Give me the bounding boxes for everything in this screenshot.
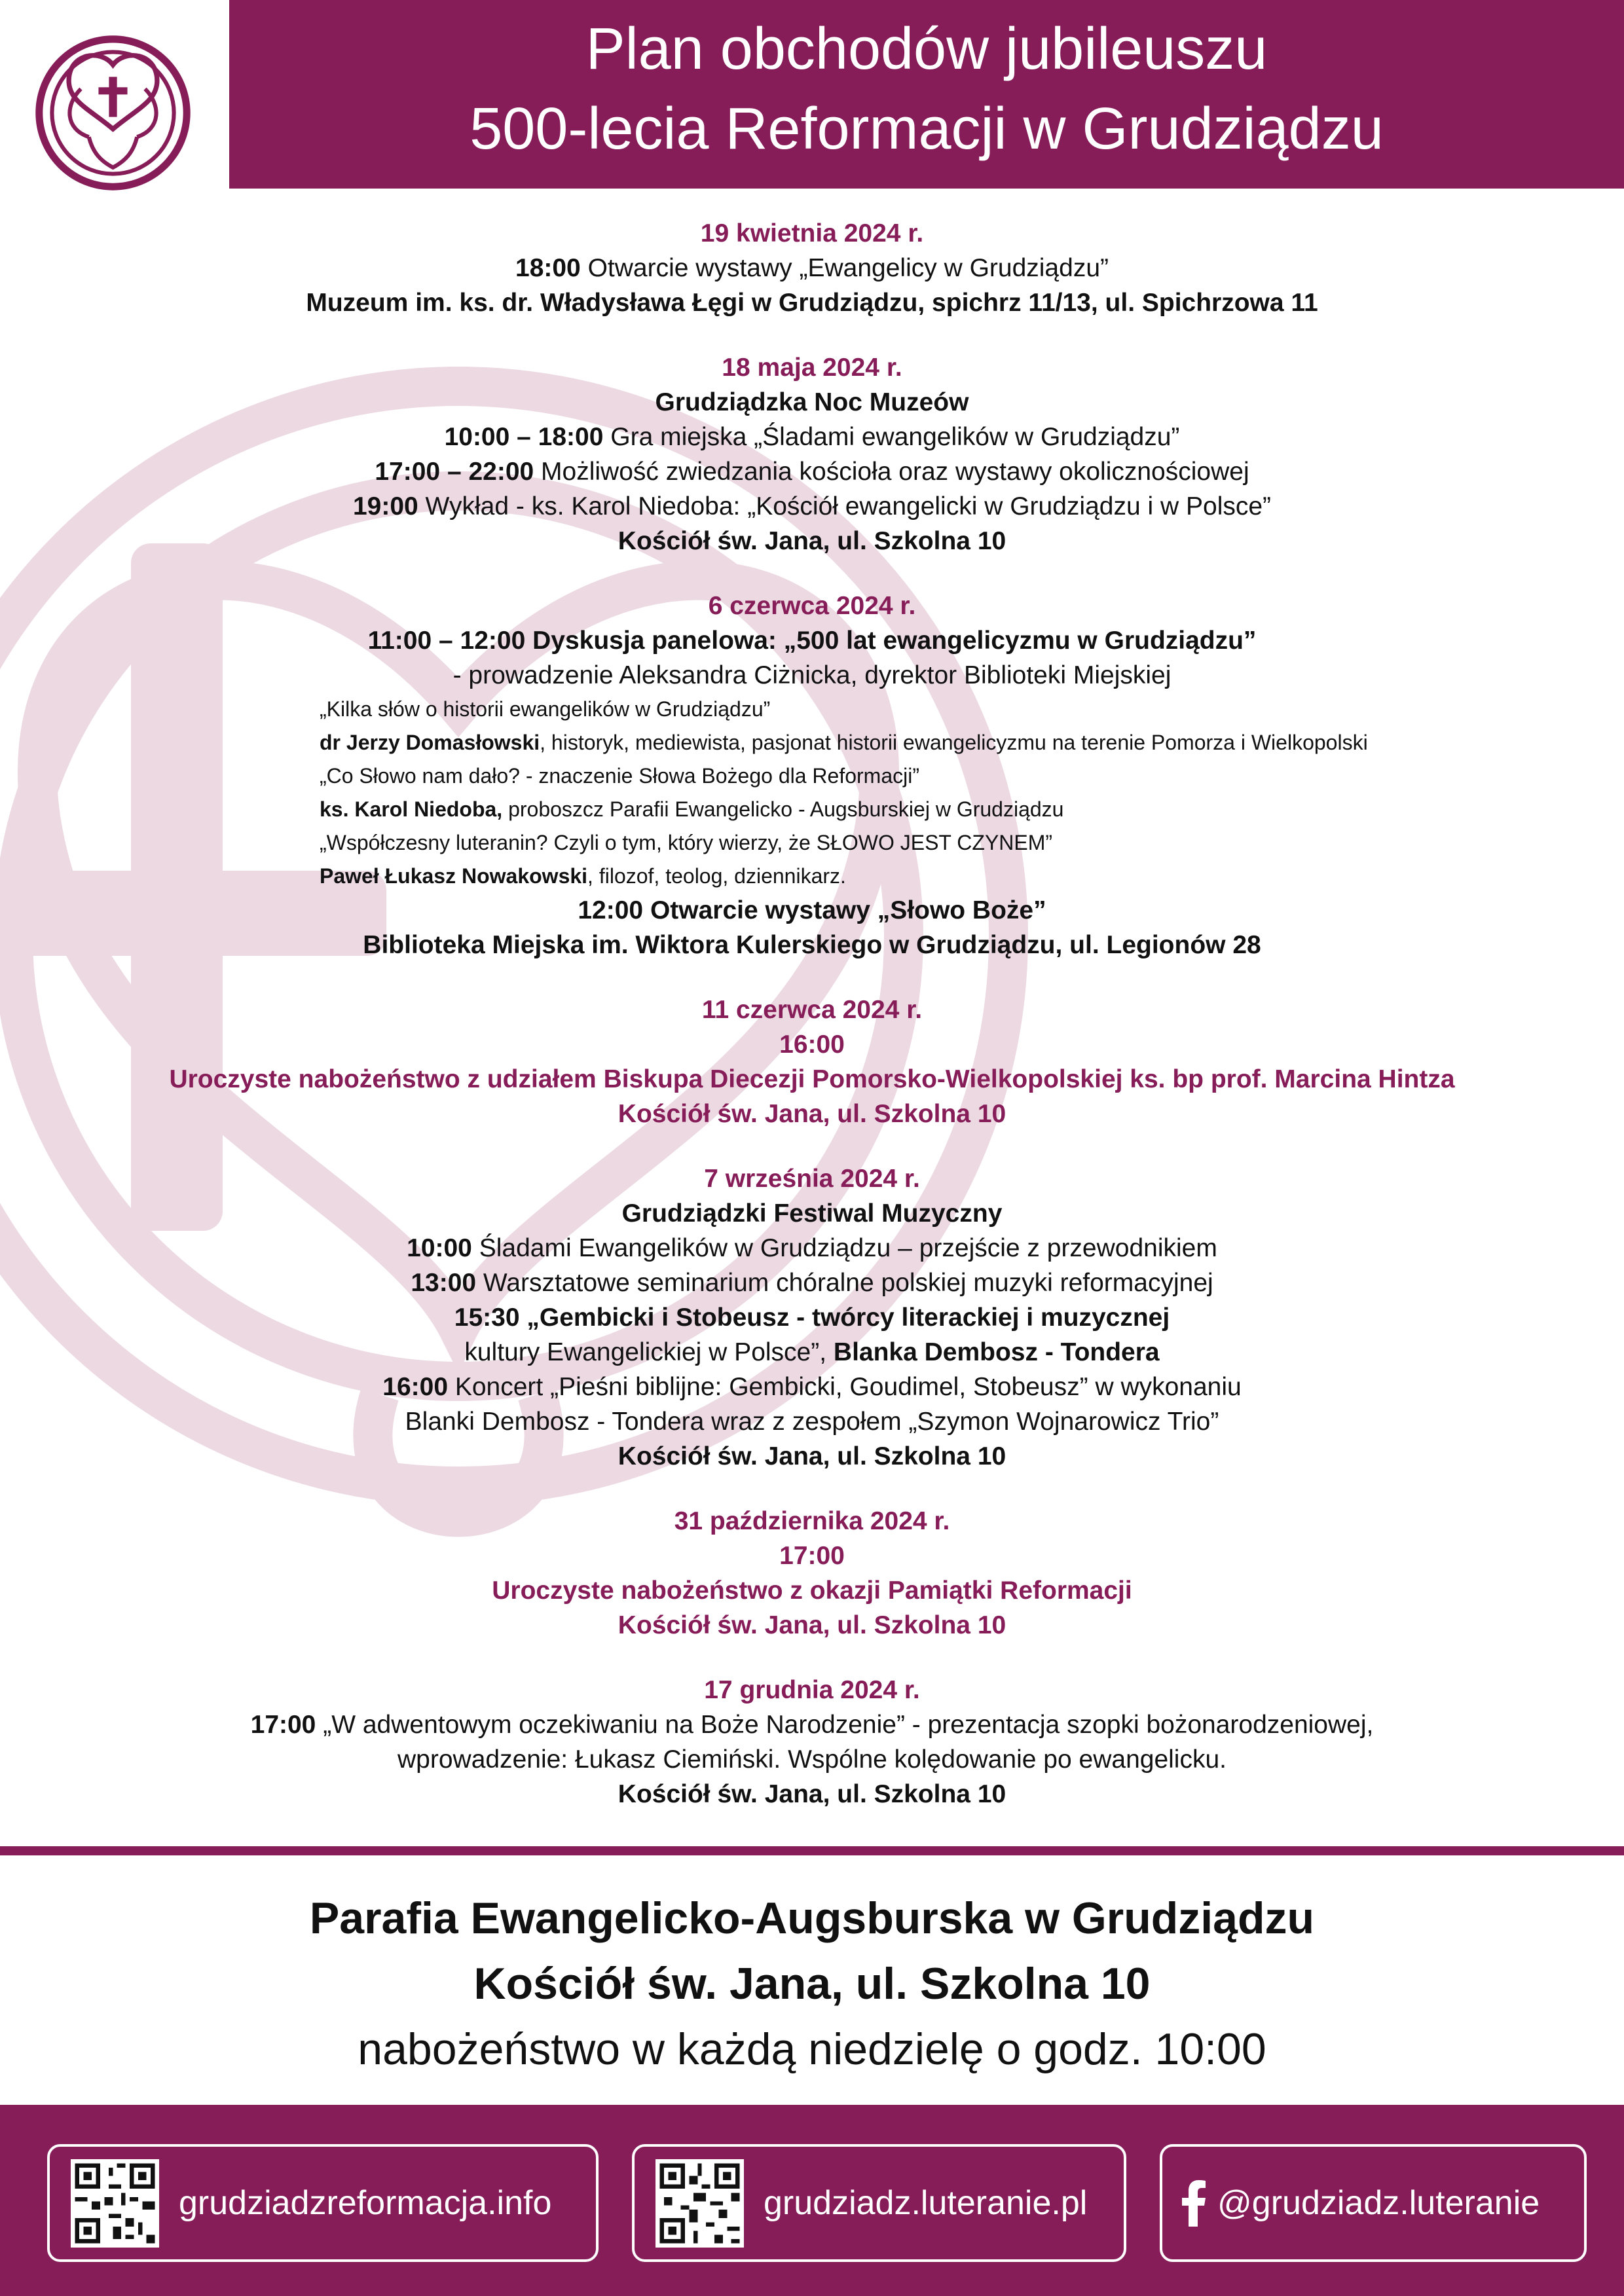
- luther-rose-icon: [33, 33, 193, 193]
- event-item: [0, 1231, 1624, 1266]
- event-time: 13:00: [411, 1269, 477, 1297]
- event-desc: kultury Ewangelickiej w Polsce”: [464, 1338, 820, 1366]
- website-link-1-label: grudziadzreformacja.info: [179, 2184, 552, 2222]
- parish-name: Parafia Ewangelicko-Augsburska w Grudziądzu: [309, 1893, 1315, 1943]
- title-line-2: 500-lecia Reformacji w Grudziądzu: [470, 96, 1384, 162]
- event-venue: Kościół św. Jana, ul. Szkolna 10: [618, 527, 1006, 555]
- event-venue: Biblioteka Miejska im. Wiktora Kulerskiego w Grudziądzu, ul. Legionów 28: [363, 931, 1261, 959]
- event-moderator: - prowadzenie Aleksandra Ciżnicka, dyrektor Biblioteki Miejskiej: [452, 661, 1172, 689]
- talk-speaker: dr Jerzy Domasłowski: [320, 731, 540, 754]
- event-time: 16:00: [779, 1030, 845, 1059]
- event-date: 19 kwietnia 2024 r.: [700, 219, 924, 247]
- facebook-icon: [1181, 2179, 1207, 2227]
- event-desc: „W adwentowym oczekiwaniu na Boże Narodzenie” - prezentacja szopki bożonarodzeniowej,: [316, 1711, 1374, 1739]
- event-time: 19:00: [352, 492, 418, 520]
- event-time: 10:00 – 18:00: [444, 423, 604, 451]
- event-program: [0, 216, 1624, 1842]
- event-item: [0, 251, 1624, 285]
- website-link-2-label: grudziadz.luteranie.pl: [764, 2184, 1088, 2222]
- talk-title: „Co Słowo nam dało? - znaczenie Słowa Bożego dla Reformacji”: [320, 764, 919, 788]
- event-performer: Blanka Dembosz - Tondera: [833, 1338, 1160, 1366]
- event-exhibition: 12:00 Otwarcie wystawy „Słowo Boże”: [578, 896, 1046, 924]
- event-desc: Możliwość zwiedzania kościoła oraz wystawy okolicznościowej: [534, 458, 1249, 486]
- event-item: [0, 1370, 1624, 1404]
- event-item-cont: Blanki Dembosz - Tondera wraz z zespołem „Szymon Wojnarowicz Trio”: [405, 1408, 1219, 1436]
- talk-title: „Współczesny luteranin? Czyli o tym, który wierzy, że SŁOWO JEST CZYNEM”: [320, 831, 1053, 854]
- header: [0, 0, 1624, 189]
- website-link-2[interactable]: [632, 2144, 1126, 2262]
- talk-speaker-desc: proboszcz Parafii Ewangelicko - Augsburskiej w Grudziądzu: [502, 797, 1064, 821]
- talk-title: „Kilka słów o historii ewangelików w Grudziądzu”: [320, 697, 771, 721]
- event-heading: Grudziądzki Festiwal Muzyczny: [621, 1199, 1003, 1228]
- event-venue: Muzeum im. ks. dr. Władysława Łęgi w Grudziądzu, spichrz 11/13, ul. Spichrzowa 11: [306, 289, 1318, 317]
- talk-speaker: ks. Karol Niedoba,: [320, 797, 503, 821]
- event-april: [0, 216, 1624, 320]
- event-item: [0, 1266, 1624, 1300]
- event-date: 11 czerwca 2024 r.: [701, 996, 923, 1024]
- event-desc: Warsztatowe seminarium chóralne polskiej muzyki reformacyjnej: [476, 1269, 1213, 1297]
- talk-speaker-desc: , filozof, teolog, dziennikarz.: [587, 864, 846, 888]
- event-item: [0, 454, 1624, 489]
- event-time: 16:00: [382, 1373, 449, 1401]
- event-december: [0, 1673, 1624, 1812]
- event-venue: Kościół św. Jana, ul. Szkolna 10: [618, 1442, 1006, 1470]
- service-times: nabożeństwo w każdą niedzielę o godz. 10:00: [358, 2024, 1266, 2074]
- event-may: [0, 350, 1624, 558]
- event-time: 18:00: [515, 254, 581, 282]
- event-panel: 11:00 – 12:00 Dyskusja panelowa: „500 lat ewangelicyzmu w Grudziądzu”: [367, 627, 1257, 655]
- event-september: [0, 1161, 1624, 1474]
- event-venue: Kościół św. Jana, ul. Szkolna 10: [618, 1780, 1006, 1808]
- event-venue: Kościół św. Jana, ul. Szkolna 10: [618, 1100, 1006, 1128]
- facebook-link-label: @grudziadz.luteranie: [1217, 2184, 1540, 2222]
- facebook-link[interactable]: [1160, 2144, 1587, 2262]
- panel-talks: [0, 693, 1624, 893]
- page-title: [229, 9, 1624, 169]
- talk-speaker: Paweł Łukasz Nowakowski: [320, 864, 588, 888]
- qr-code-icon: [655, 2159, 744, 2248]
- event-date: 17 grudnia 2024 r.: [704, 1676, 920, 1704]
- event-item: [0, 1707, 1624, 1742]
- event-item: [0, 420, 1624, 454]
- parish-info: [0, 1886, 1624, 2082]
- talk-speaker-line: [320, 860, 1624, 893]
- event-item: [0, 1300, 1624, 1335]
- event-desc: Koncert „Pieśni biblijne: Gembicki, Goudimel, Stobeusz” w wykonaniu: [448, 1373, 1242, 1401]
- event-time: 15:30: [454, 1303, 520, 1332]
- event-title: Uroczyste nabożeństwo z okazji Pamiątki Reformacji: [492, 1576, 1132, 1605]
- talk-speaker-line: [320, 726, 1624, 759]
- qr-code-icon: [71, 2159, 159, 2248]
- title-line-1: Plan obchodów jubileuszu: [585, 16, 1268, 82]
- event-venue: Kościół św. Jana, ul. Szkolna 10: [618, 1611, 1006, 1639]
- website-link-1[interactable]: [47, 2144, 599, 2262]
- event-item: [0, 489, 1624, 524]
- event-item-cont: wprowadzenie: Łukasz Ciemiński. Wspólne kolędowanie po ewangelicku.: [397, 1745, 1227, 1774]
- divider: [0, 1846, 1624, 1855]
- event-title: Uroczyste nabożeństwo z udziałem Biskupa Diecezji Pomorsko-Wielkopolskiej ks. bp prof. Marcina Hintza: [169, 1065, 1455, 1093]
- talk-speaker-line: [320, 793, 1624, 826]
- event-june-11: [0, 993, 1624, 1131]
- event-desc: Gra miejska „Śladami ewangelików w Grudziądzu”: [603, 423, 1180, 451]
- event-desc: Śladami Ewangelików w Grudziądzu – przejście z przewodnikiem: [471, 1234, 1217, 1262]
- event-desc: ,: [819, 1338, 834, 1366]
- event-desc: Wykład - ks. Karol Niedoba: „Kościół ewangelicki w Grudziądzu i w Polsce”: [418, 492, 1272, 520]
- event-date: 31 października 2024 r.: [674, 1507, 950, 1535]
- event-time: 10:00: [407, 1234, 472, 1262]
- event-time: 17:00 – 22:00: [375, 458, 534, 486]
- talk-speaker-desc: , historyk, mediewista, pasjonat historii ewangelicyzmu na terenie Pomorza i Wielkopolski: [540, 731, 1368, 754]
- event-time: 17:00: [250, 1711, 316, 1739]
- event-desc: „Gembicki i Stobeusz - twórcy literackiej i muzycznej: [519, 1303, 1170, 1332]
- event-desc: Otwarcie wystawy „Ewangelicy w Grudziądzu”: [580, 254, 1109, 282]
- event-heading: Grudziądzka Noc Muzeów: [655, 388, 969, 416]
- event-date: 18 maja 2024 r.: [722, 354, 902, 382]
- event-item-cont: [0, 1335, 1624, 1370]
- event-date: 7 września 2024 r.: [704, 1165, 920, 1193]
- event-june-6: [0, 589, 1624, 962]
- event-time: 17:00: [779, 1542, 845, 1570]
- links-bar: [0, 2105, 1624, 2296]
- event-date: 6 czerwca 2024 r.: [708, 592, 916, 620]
- church-address: Kościół św. Jana, ul. Szkolna 10: [473, 1959, 1151, 2009]
- event-october: [0, 1504, 1624, 1643]
